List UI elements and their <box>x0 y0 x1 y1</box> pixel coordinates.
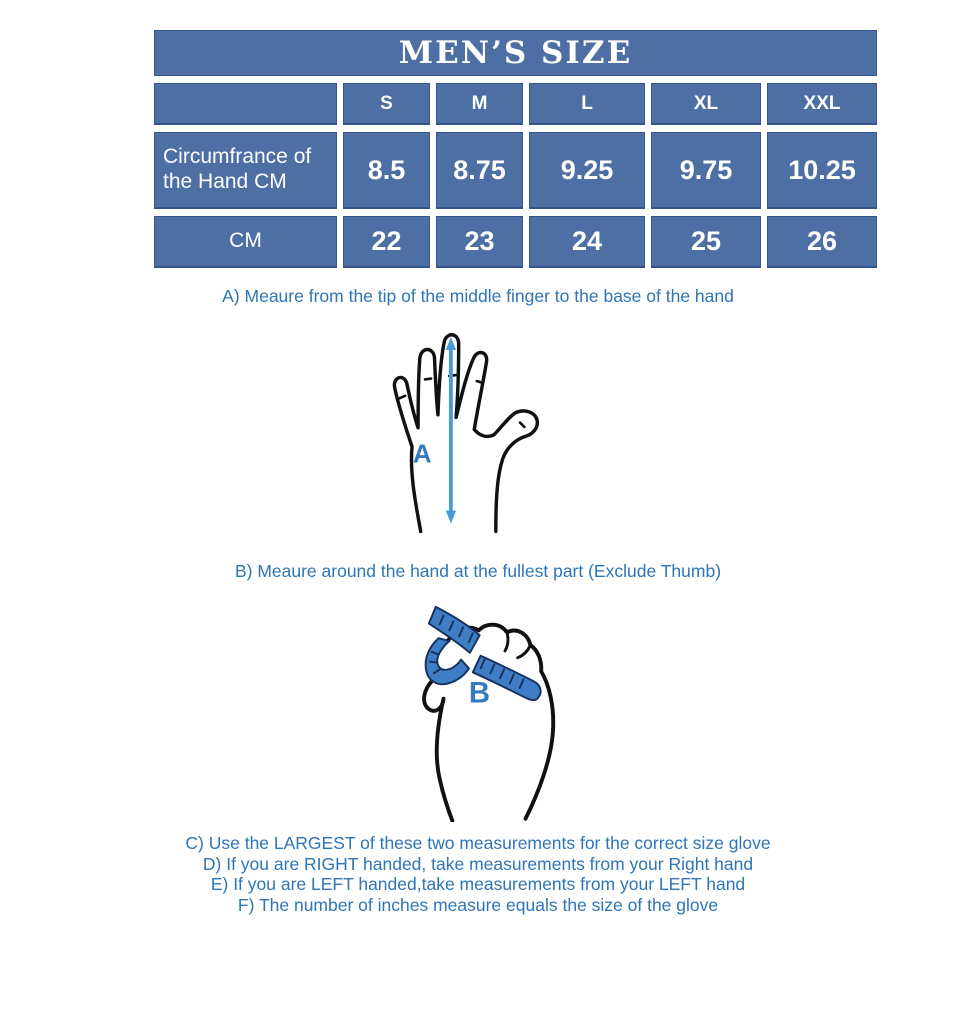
instruction-block <box>0 833 956 915</box>
hand-label-a: A <box>412 440 432 469</box>
instruction-b: B) Meaure around the hand at the fullest part (Exclude Thumb) <box>234 561 722 581</box>
size-header-l: L <box>529 83 645 125</box>
open-hand-diagram <box>368 312 558 547</box>
instruction-f: F) The number of inches measure equals the size of the glove <box>237 894 719 915</box>
cm-s: 22 <box>343 216 430 268</box>
empty-header-cell <box>154 83 337 125</box>
mens-size-table <box>154 30 877 268</box>
row-label-cm: CM <box>154 216 337 268</box>
cm-m: 23 <box>436 216 523 268</box>
fist-outline-icon <box>479 625 554 819</box>
size-header-xxl: XXL <box>767 83 877 125</box>
fist-label-b: B <box>468 676 491 710</box>
size-header-s: S <box>343 83 430 125</box>
size-grid <box>154 83 877 268</box>
size-header-m: M <box>436 83 523 125</box>
instruction-c: C) Use the LARGEST of these two measurements for the correct size glove <box>185 833 771 853</box>
cm-xl: 25 <box>651 216 761 268</box>
cm-l: 24 <box>529 216 645 268</box>
circumference-l: 9.25 <box>529 132 645 209</box>
circumference-m: 8.75 <box>436 132 523 209</box>
circumference-xl: 9.75 <box>651 132 761 209</box>
instruction-d: D) If you are RIGHT handed, take measurements from your Right hand <box>202 853 754 874</box>
row-label-circumference: Circumfrance of the Hand CM <box>154 132 337 209</box>
cm-xxl: 26 <box>767 216 877 268</box>
fist-diagram <box>383 590 588 822</box>
circumference-s: 8.5 <box>343 132 430 209</box>
hand-outline-icon <box>394 335 537 532</box>
table-title: MEN’S SIZE <box>154 30 877 76</box>
size-header-xl: XL <box>651 83 761 125</box>
instruction-e: E) If you are LEFT handed,take measurements from your LEFT hand <box>210 874 746 894</box>
instruction-a: A) Meaure from the tip of the middle finger to the base of the hand <box>222 286 734 306</box>
circumference-xxl: 10.25 <box>767 132 877 209</box>
